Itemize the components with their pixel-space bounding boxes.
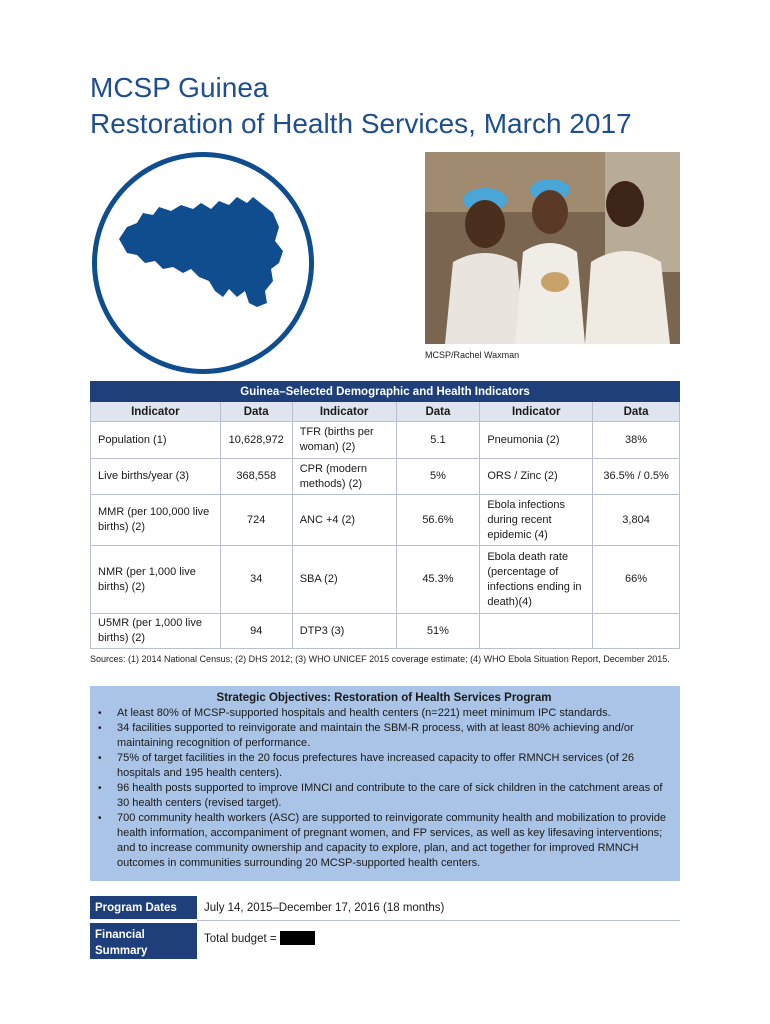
staff-photo xyxy=(425,152,680,344)
financial-summary-label: Financial Summary xyxy=(90,923,197,959)
title-line-1: MCSP Guinea xyxy=(90,72,269,103)
table-cell: 56.6% xyxy=(396,495,480,546)
column-header: Indicator xyxy=(292,402,396,422)
table-cell: DTP3 (3) xyxy=(292,614,396,649)
table-cell: 724 xyxy=(220,495,292,546)
table-cell xyxy=(480,614,593,649)
list-item xyxy=(98,811,670,871)
table-cell: 10,628,972 xyxy=(220,422,292,459)
table-row xyxy=(91,614,680,649)
table-cell: 34 xyxy=(220,546,292,614)
objective-text: 34 facilities supported to reinvigorate and maintain the SBM-R process, with at least 80% achieving and/or maintaining recognition of performance. xyxy=(117,722,634,749)
bullet-icon: • xyxy=(98,813,102,824)
objectives-title: Strategic Objectives: Restoration of Health Services Program xyxy=(216,692,552,704)
objective-text: 75% of target facilities in the 20 focus prefectures have increased capacity to offer RMNCH services (of 26 hospitals and 195 health centers). xyxy=(117,752,635,779)
table-cell: Ebola infections during recent epidemic (4) xyxy=(480,495,593,546)
table-row xyxy=(91,459,680,495)
objectives-list xyxy=(98,706,670,871)
table-cell: 36.5% / 0.5% xyxy=(593,459,680,495)
table-cell: NMR (per 1,000 live births) (2) xyxy=(91,546,221,614)
column-header: Indicator xyxy=(480,402,593,422)
bullet-icon: • xyxy=(98,753,102,764)
total-budget-label: Total budget = xyxy=(204,933,277,945)
table-cell: SBA (2) xyxy=(292,546,396,614)
column-header: Indicator xyxy=(91,402,221,422)
objective-text: 700 community health workers (ASC) are supported to reinvigorate community health and mobilization to provide health information, accompaniment of pregnant women, and FP services, as well as key lifesaving interventions; and to increase community ownership and capacity to explore, plan, and act together for improved RMNCH outcomes in communities surrounding 20 MCSP-supported health centers. xyxy=(117,812,667,869)
bullet-icon: • xyxy=(98,783,102,794)
table-cell: 5.1 xyxy=(396,422,480,459)
objective-text: At least 80% of MCSP-supported hospitals and health centers (n=221) meet minimum IPC standards. xyxy=(117,707,611,719)
table-row xyxy=(91,422,680,459)
program-dates-label: Program Dates xyxy=(90,896,197,919)
staff-photo-image xyxy=(425,152,680,344)
table-cell: TFR (births per woman) (2) xyxy=(292,422,396,459)
table-cell: Pneumonia (2) xyxy=(480,422,593,459)
column-header: Data xyxy=(593,402,680,422)
table-row xyxy=(91,546,680,614)
table-cell: U5MR (per 1,000 live births) (2) xyxy=(91,614,221,649)
table-cell: Live births/year (3) xyxy=(91,459,221,495)
column-header: Data xyxy=(220,402,292,422)
program-dates-row xyxy=(90,896,680,921)
table-cell: CPR (modern methods) (2) xyxy=(292,459,396,495)
financial-summary-value xyxy=(197,921,680,959)
table-cell: 368,558 xyxy=(220,459,292,495)
table-cell: 51% xyxy=(396,614,480,649)
bullet-icon: • xyxy=(98,723,102,734)
strategic-objectives-box xyxy=(90,686,680,881)
table-cell: ORS / Zinc (2) xyxy=(480,459,593,495)
indicators-table xyxy=(90,381,680,649)
table-cell: 38% xyxy=(593,422,680,459)
table-cell: ANC +4 (2) xyxy=(292,495,396,546)
program-summary xyxy=(90,896,680,959)
table-cell: 66% xyxy=(593,546,680,614)
table-cell: MMR (per 100,000 live births) (2) xyxy=(91,495,221,546)
program-dates-value: July 14, 2015–December 17, 2016 (18 months) xyxy=(197,896,680,921)
table-cell: Ebola death rate (percentage of infections ending in death)(4) xyxy=(480,546,593,614)
bullet-icon: • xyxy=(98,708,102,719)
column-header: Data xyxy=(396,402,480,422)
list-item xyxy=(98,706,670,721)
guinea-map-logo xyxy=(92,152,314,374)
list-item xyxy=(98,781,670,811)
photo-credit: MCSP/Rachel Waxman xyxy=(425,350,520,360)
financial-summary-row xyxy=(90,921,680,959)
list-item xyxy=(98,721,670,751)
table-cell: 45.3% xyxy=(396,546,480,614)
table-cell: 94 xyxy=(220,614,292,649)
table-cell: 5% xyxy=(396,459,480,495)
table-cell xyxy=(593,614,680,649)
list-item xyxy=(98,751,670,781)
title-line-2: Restoration of Health Services, March 2017 xyxy=(90,108,632,139)
sources-note: Sources: (1) 2014 National Census; (2) DHS 2012; (3) WHO UNICEF 2015 coverage estimate; (4) WHO Ebola Situation Report, December 2015. xyxy=(90,654,670,664)
guinea-map-icon xyxy=(97,157,309,369)
table-row xyxy=(91,495,680,546)
table-cell: 3,804 xyxy=(593,495,680,546)
redacted-budget-block xyxy=(280,931,315,945)
page-title xyxy=(90,70,632,142)
objective-text: 96 health posts supported to improve IMNCI and contribute to the care of sick children in the catchment areas of 30 health centers (revised target). xyxy=(117,782,663,809)
table-cell: Population (1) xyxy=(91,422,221,459)
table-caption: Guinea–Selected Demographic and Health Indicators xyxy=(91,382,680,402)
